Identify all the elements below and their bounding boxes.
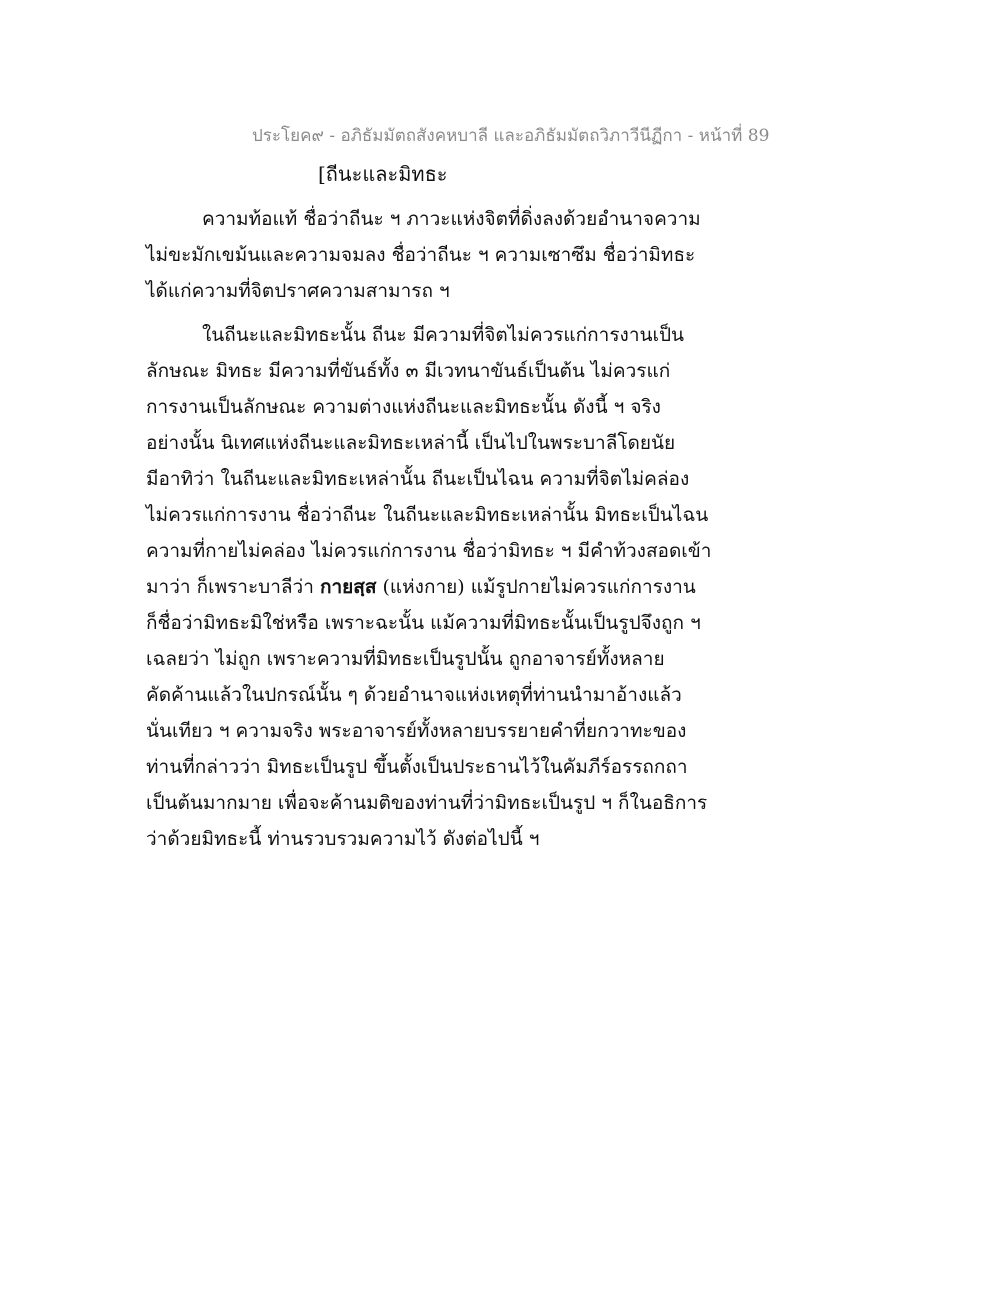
paragraph-2-line-2: ลักษณะ มิทธะ มีความที่ขันธ์ทั้ง ๓ มีเวทนาขันธ์เป็นต้น ไม่ควรแก่ — [146, 360, 671, 382]
paragraph-1-line-2: ไม่ขะมักเขม้นและความจมลง ชื่อว่าถีนะ ฯ ความเซาซึม ชื่อว่ามิทธะ — [146, 244, 696, 266]
line-8-before-bold: มาว่า ก็เพราะบาลีว่า — [146, 576, 320, 598]
line-8-after-bold: (แห่งกาย) แม้รูปกายไม่ควรแก่การงาน — [376, 576, 696, 598]
paragraph-2-line-6: ไม่ควรแก่การงาน ชื่อว่าถีนะ ในถีนะและมิทธะเหล่านั้น มิทธะเป็นไฉน — [146, 504, 709, 526]
paragraph-2-line-4: อย่างนั้น นิเทศแห่งถีนะและมิทธะเหล่านี้ เป็นไปในพระบาลีโดยนัย — [146, 432, 676, 454]
paragraph-2-line-8 — [146, 569, 726, 605]
paragraph-2-line-14: เป็นต้นมากมาย เพื่อจะค้านมติของท่านที่ว่ามิทธะเป็นรูป ฯ ก็ในอธิการ — [146, 792, 708, 814]
body-text — [146, 201, 726, 857]
paragraph-1-line-1: ความท้อแท้ ชื่อว่าถีนะ ฯ ภาวะแห่งจิตที่ดิ่งลงด้วยอำนาจความ — [202, 208, 701, 230]
paragraph-2-line-7: ความที่กายไม่คล่อง ไม่ควรแก่การงาน ชื่อว่ามิทธะ ฯ มีคำท้วงสอดเข้า — [146, 540, 712, 562]
paragraph-2-line-11: คัดค้านแล้วในปกรณ์นั้น ๆ ด้วยอำนาจแห่งเหตุที่ท่านนำมาอ้างแล้ว — [146, 684, 682, 706]
paragraph-2-line-3: การงานเป็นลักษณะ ความต่างแห่งถีนะและมิทธะนั้น ดังนี้ ฯ จริง — [146, 396, 661, 418]
pali-term-bold: กายสฺส — [319, 576, 377, 598]
running-header: ประโยค๙ - อภิธัมมัตถสังคหบาลี และอภิธัมมัตถวิภาวีนีฏีกา - หน้าที่ 89 — [252, 126, 770, 146]
paragraph-1-line-3: ได้แก่ความที่จิตปราศความสามารถ ฯ — [146, 280, 450, 302]
paragraph-2-line-1: ในถีนะและมิทธะนั้น ถีนะ มีความที่จิตไม่ควรแก่การงานเป็น — [202, 324, 685, 346]
paragraph-2-line-5: มีอาทิว่า ในถีนะและมิทธะเหล่านั้น ถีนะเป็นไฉน ความที่จิตไม่คล่อง — [146, 468, 690, 490]
paragraph-2-line-15: ว่าด้วยมิทธะนี้ ท่านรวบรวมความไว้ ดังต่อไปนี้ ฯ — [146, 828, 540, 850]
paragraph-2-line-9: ก็ชื่อว่ามิทธะมิใช่หรือ เพราะฉะนั้น แม้ความที่มิทธะนั้นเป็นรูปจึงถูก ฯ — [146, 612, 701, 634]
paragraph-2-line-10: เฉลยว่า ไม่ถูก เพราะความที่มิทธะเป็นรูปนั้น ถูกอาจารย์ทั้งหลาย — [146, 648, 665, 670]
paragraph-2-line-13: ท่านที่กล่าวว่า มิทธะเป็นรูป ขึ้นตั้งเป็นประธานไว้ในคัมภีร์อรรถกถา — [146, 756, 688, 778]
section-heading: [ถีนะและมิทธะ — [318, 162, 448, 186]
paragraph-2-line-12: นั่นเทียว ฯ ความจริง พระอาจารย์ทั้งหลายบรรยายคำที่ยกวาทะของ — [146, 720, 687, 742]
